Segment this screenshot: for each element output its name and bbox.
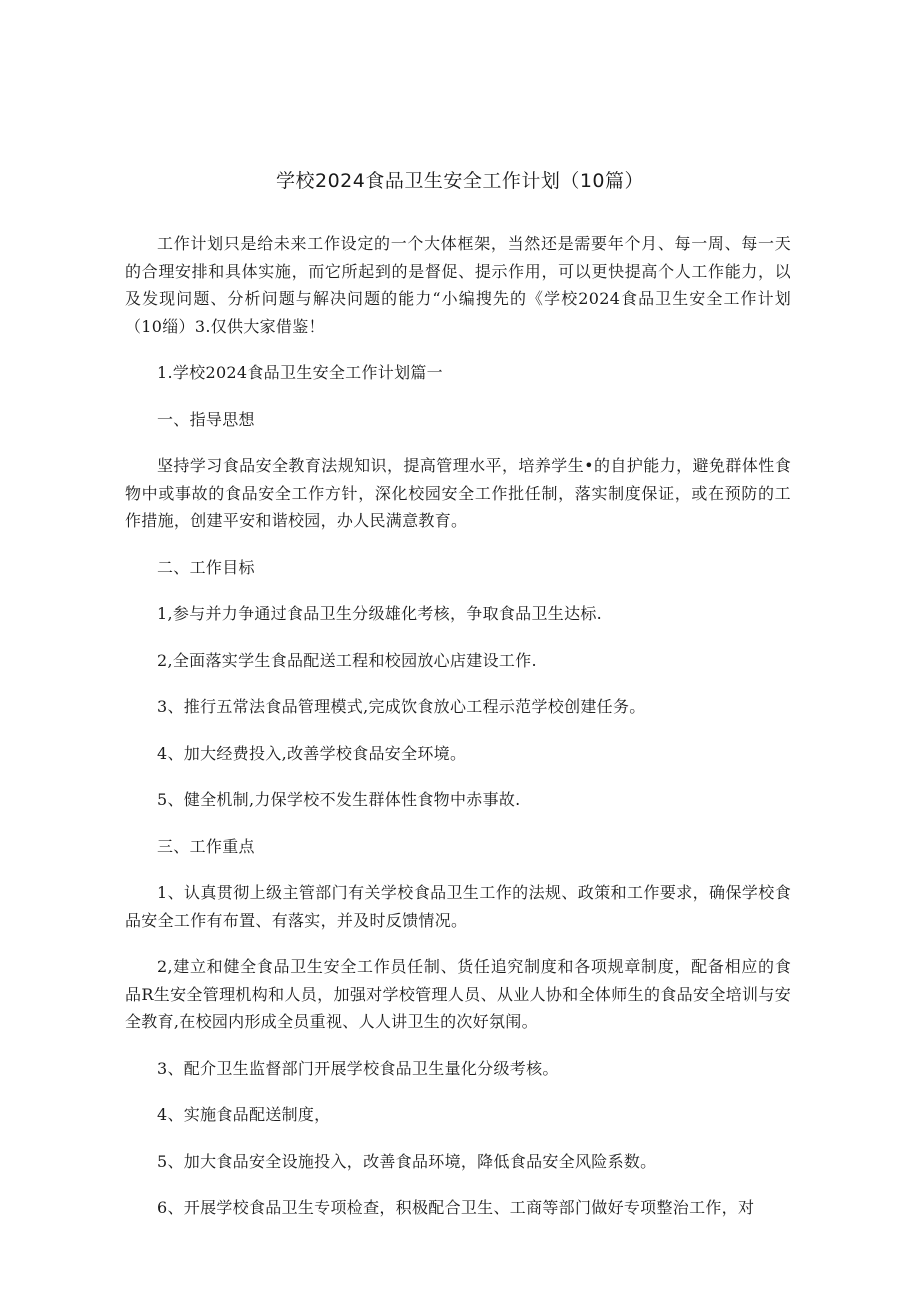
document-title: 学校2024食品卫生安全工作计划（10篇） bbox=[275, 170, 645, 192]
heading-guiding-ideology: 一、指导思想 bbox=[157, 409, 255, 429]
goal-item-5: 5、健全机制,力保学校不发生群体性食物中赤事故. bbox=[157, 790, 521, 809]
focus-item-1: 1、认真贯彻上级主管部门有关学校食品卫生工作的法规、政策和工作要求，确保学校食品安全工作有布置、有落实，并及时反馈情况。 bbox=[125, 883, 791, 930]
focus-item-4: 4、实施食品配送制度， bbox=[157, 1105, 331, 1124]
focus-item-3: 3、配介卫生监督部门开展学校食品卫生量化分级考核。 bbox=[157, 1058, 559, 1078]
goal-item-4: 4、加大经费投入,改善学校食品安全环境。 bbox=[157, 743, 467, 763]
focus-item-2: 2,建立和健全食品卫生安全工作员任制、货任追究制度和各项规章制度，配备相应的食品R生安全管理机构和人员，加强对学校管理人员、从业人协和全体师生的食品安全培训与安全教育,在校园内形成全员重视、人人讲卫生的次好氛闱。 bbox=[125, 957, 791, 1031]
heading-work-goals: 二、工作目标 bbox=[157, 557, 255, 577]
focus-item-5: 5、加大食品安全设施投入，改善食品环境，降低食品安全风险系数。 bbox=[157, 1151, 657, 1171]
goal-item-1: 1,参与并力争通过食品卫生分级雄化考核，争取食品卫生达标. bbox=[157, 604, 603, 623]
intro-paragraph: 工作计划只是给未来工作设定的一个大体框架，当然还是需要年个月、每一周、每一天的合理安排和具体实施，而它所起到的是督促、提示作用，可以更快提高个人工作能力，以及发现问题、分析问题与解决问题的能力“小编搜先的《学校2024食品卫生安全工作计划（10缁）3.仅供大家借鉴！ bbox=[125, 234, 791, 336]
paragraph-guiding-ideology: 坚持学习食品安全教育法规知识，提高管理水平，培养学生•的自护能力，避免群体性食物中或事故的食品安全工作方针，深化校园安全工作批任制，落实制度保证，或在预防的工作措施，创建平安和谐校园，办人民满意教育。 bbox=[125, 456, 791, 530]
goal-item-3: 3、推行五常法食品管理模式,完成饮食放心工程示范学校创建任务。 bbox=[157, 697, 646, 716]
focus-item-6: 6、开展学校食品卫生专项检查，积极配合卫生、工商等部门做好专项整治工作，对 bbox=[157, 1198, 755, 1217]
heading-work-focus: 三、工作重点 bbox=[157, 836, 255, 856]
section-heading-plan-1: 1.学校2024食品卫生安全工作计划篇一 bbox=[157, 363, 443, 382]
goal-item-2: 2,全面落实学生食品配送工程和校园放心店建设工作. bbox=[157, 650, 537, 670]
document-body bbox=[125, 230, 791, 1222]
